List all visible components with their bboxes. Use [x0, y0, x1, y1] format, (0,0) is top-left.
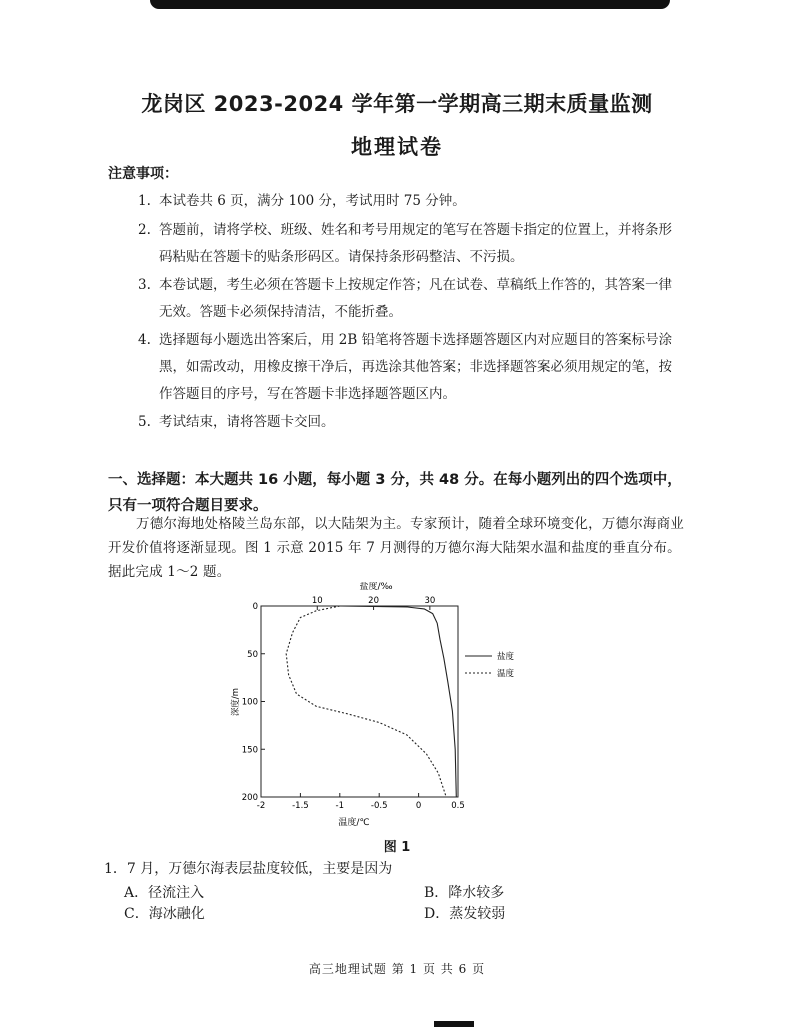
temperature-salinity-chart	[222, 582, 542, 832]
bottom-tick-label: -1	[335, 801, 345, 811]
note-text: 答题前，请将学校、班级、姓名和考号用规定的笔写在答题卡指定的位置上，并将条形码粘贴在答题卡的贴条形码区。请保持条形码整洁、不污损。	[159, 222, 672, 265]
bottom-tick-label: 0.5	[451, 801, 465, 811]
chart-legend	[465, 651, 515, 679]
option-b[interactable]: B．降水较多	[424, 885, 505, 901]
top-axis-label: 盐度/‰	[359, 582, 393, 592]
option-d[interactable]: D．蒸发较弱	[424, 906, 506, 922]
legend-salinity-label: 盐度	[497, 652, 515, 662]
top-tick-label: 20	[368, 596, 379, 606]
note-number: 5.	[138, 414, 151, 430]
top-tick-label: 10	[311, 596, 323, 606]
note-item	[138, 327, 683, 408]
note-text: 本试卷共 6 页，满分 100 分，考试用时 75 分钟。	[159, 193, 466, 209]
note-text: 选择题每小题选出答案后，用 2B 铅笔将答题卡选择题答题区内对应题目的答案标号涂黑，如需改动，用橡皮擦干净后，再选涂其他答案；非选择题答案必须用规定的笔，按作答题目的序号，写在答题卡非选择题答题区内。	[159, 332, 673, 402]
page-footer: 高三地理试题 第 1 页 共 6 页	[308, 962, 486, 976]
legend-temperature-label: 温度	[497, 669, 515, 679]
bottom-axis-label: 温度/℃	[338, 818, 370, 828]
scan-top-edge	[150, 0, 670, 9]
bottom-tick-label: 0	[415, 801, 422, 811]
question-stem: 1．7 月，万德尔海表层盐度较低，主要是因为	[104, 861, 393, 877]
temperature-line	[286, 606, 446, 797]
y-axis-label: 深度/m	[231, 687, 241, 717]
section-heading: 一、选择题：本大题共 16 小题，每小题 3 分，共 48 分。在每小题列出的四个选项中，只有一项符合题目要求。	[108, 472, 682, 514]
note-item	[138, 217, 683, 271]
plot-frame	[261, 606, 458, 797]
scan-bottom-mark	[434, 1021, 474, 1027]
note-number: 2.	[138, 222, 151, 238]
y-tick-label: 50	[247, 649, 258, 660]
note-number: 3.	[138, 277, 151, 293]
note-text: 考试结束，请将答题卡交回。	[159, 414, 335, 430]
y-tick-label: 100	[241, 697, 258, 708]
bottom-tick-label: -0.5	[370, 801, 388, 811]
bottom-tick-label: -1.5	[292, 801, 309, 811]
note-text: 本卷试题，考生必须在答题卡上按规定作答；凡在试卷、草稿纸上作答的，其答案一律无效。答题卡必须保持清洁，不能折叠。	[159, 277, 672, 320]
option-c[interactable]: C．海冰融化	[124, 906, 205, 922]
note-item	[138, 188, 683, 215]
note-number: 4.	[138, 332, 151, 348]
y-tick-label: 200	[241, 793, 258, 803]
exam-subtitle: 地理试卷	[351, 135, 443, 159]
y-tick-label: 0	[252, 602, 258, 612]
salinity-line	[340, 606, 457, 797]
top-tick-label: 30	[424, 596, 436, 606]
section-intro: 万德尔海地处格陵兰岛东部，以大陆架为主。专家预计，随着全球环境变化，万德尔海商业开发价值将逐渐显现。图 1 示意 2015 年 7 月测得的万德尔海大陆架水温和盐度的垂直分布。据此完成 1～2 题。	[108, 516, 684, 580]
y-tick-label: 150	[241, 745, 258, 756]
note-item	[138, 272, 683, 326]
note-number: 1.	[138, 193, 151, 209]
notes-heading: 注意事项：	[108, 166, 178, 182]
exam-title: 龙岗区 2023-2024 学年第一学期高三期末质量监测	[141, 92, 653, 116]
note-item	[138, 409, 683, 436]
figure-caption: 图 1	[383, 840, 411, 855]
bottom-tick-label: -2	[256, 801, 266, 811]
option-a[interactable]: A．径流注入	[124, 885, 205, 901]
